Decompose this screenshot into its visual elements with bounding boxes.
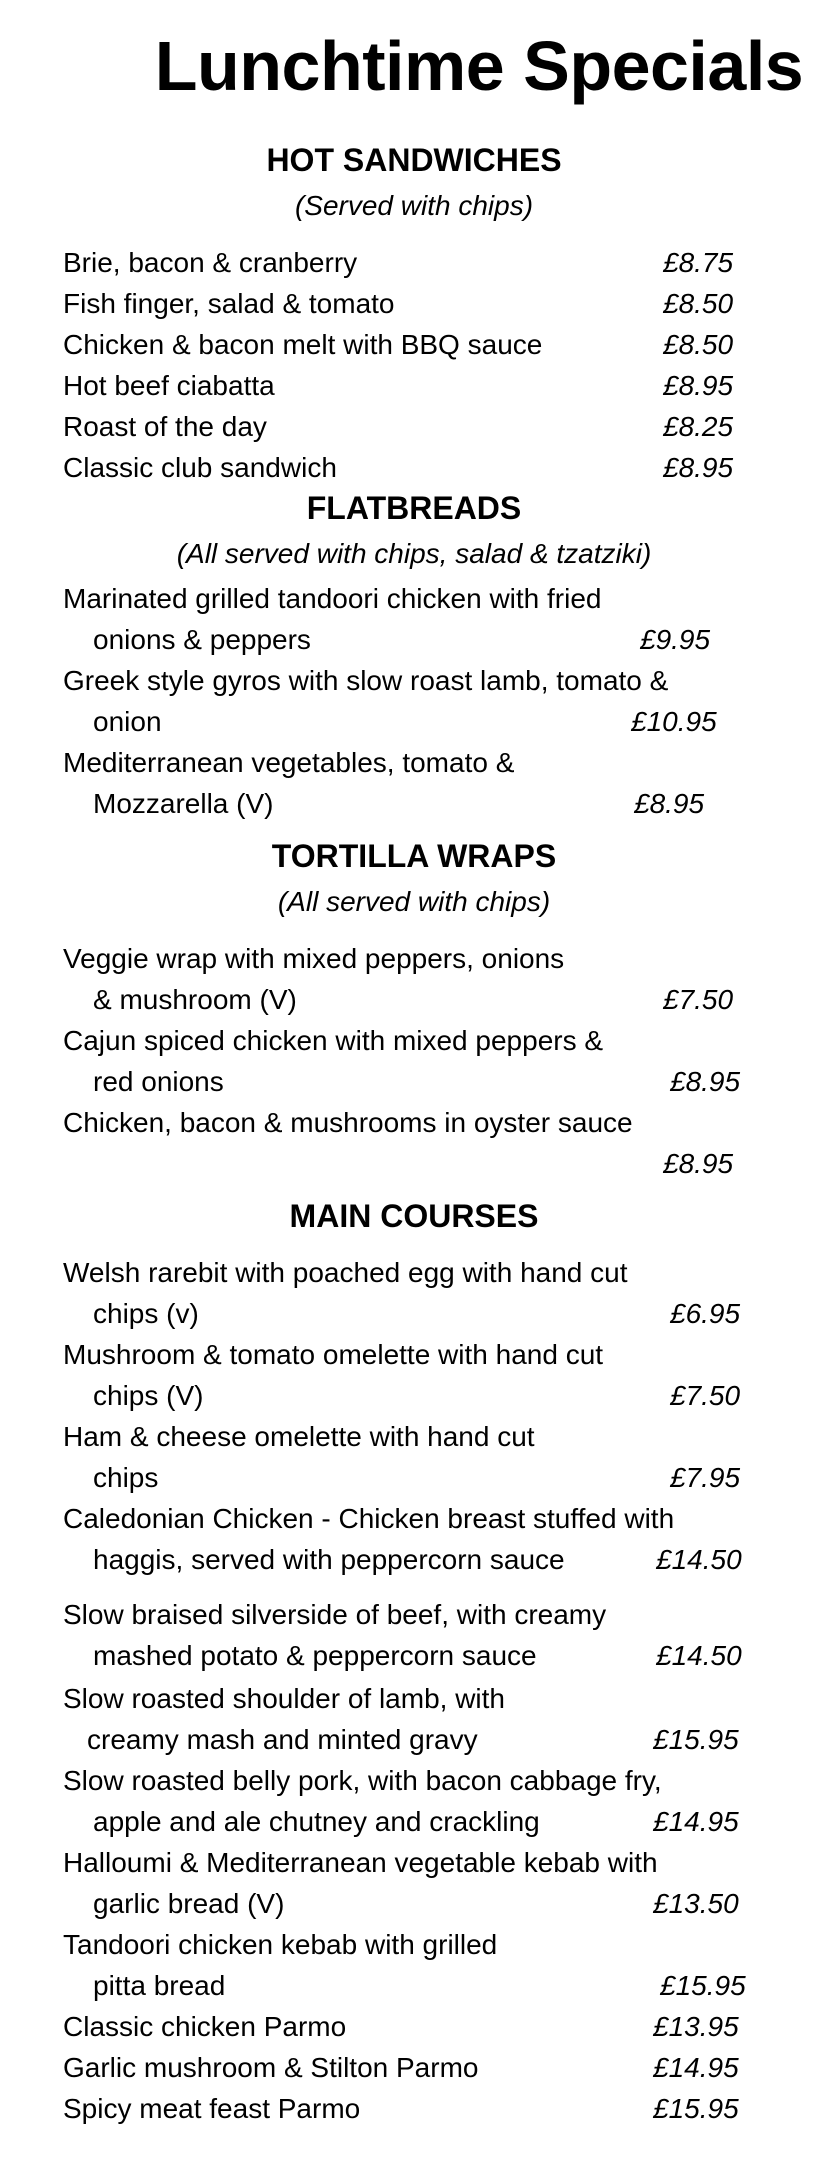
menu-item-price: £10.95 (631, 706, 717, 737)
menu-item: Spicy meat feast Parmo (63, 2093, 361, 2124)
menu-item-price: £8.50 (663, 329, 734, 360)
section-note-flatbreads: (All served with chips, salad & tzatziki) (176, 538, 652, 569)
menu-item: Slow braised silverside of beef, with creamy mashed potato & peppercorn sauce (63, 1599, 607, 1671)
menu-item-price: £6.95 (670, 1298, 741, 1329)
menu-item-price: £14.50 (656, 1640, 742, 1671)
menu-item: Slow roasted belly pork, with bacon cabbage fry, apple and ale chutney and crackling (63, 1765, 662, 1837)
menu-item: Welsh rarebit with poached egg with hand cut chips (v) (63, 1257, 628, 1329)
menu-item-price: £7.95 (670, 1462, 741, 1493)
page-title: Lunchtime Specials (154, 27, 804, 105)
menu-item: Tandoori chicken kebab with grilled pitta bread (63, 1929, 498, 2001)
menu-item: Classic chicken Parmo (63, 2011, 347, 2042)
menu-item: Chicken, bacon & mushrooms in oyster sauce (63, 1107, 633, 1138)
menu-item-price: £8.50 (663, 288, 734, 319)
menu-item: Roast of the day (63, 411, 267, 442)
menu-item: Slow roasted shoulder of lamb, with creamy mash and minted gravy (63, 1683, 505, 1755)
menu-item-price: £8.95 (663, 370, 734, 401)
section-heading-main-courses: MAIN COURSES (289, 1198, 539, 1234)
menu-item: Ham & cheese omelette with hand cut chips (63, 1421, 535, 1493)
menu-item: Veggie wrap with mixed peppers, onions & mushroom (V) (63, 943, 565, 1015)
menu-item-price: £15.95 (653, 2093, 739, 2124)
menu-item: Mediterranean vegetables, tomato & Mozzarella (V) (63, 747, 515, 819)
section-note-hot-sandwiches: (Served with chips) (294, 190, 534, 221)
section-note-tortilla-wraps: (All served with chips) (277, 886, 551, 917)
menu-item: Garlic mushroom & Stilton Parmo (63, 2052, 479, 2083)
menu-item-price: £13.50 (653, 1888, 739, 1919)
menu-item: Chicken & bacon melt with BBQ sauce (63, 329, 543, 360)
menu-item: Cajun spiced chicken with mixed peppers & red onions (63, 1025, 604, 1097)
menu-item-price: £14.50 (656, 1544, 742, 1575)
menu-item-price: £8.25 (663, 411, 734, 442)
menu-item-price: £8.95 (663, 1148, 734, 1179)
menu-item-price: £14.95 (653, 2052, 739, 2083)
menu-item-price: £15.95 (653, 1724, 739, 1755)
menu-item: Mushroom & tomato omelette with hand cut chips (V) (63, 1339, 604, 1411)
section-heading-flatbreads: FLATBREADS (306, 490, 522, 526)
menu-item: Caledonian Chicken - Chicken breast stuffed with haggis, served with peppercorn sauce (63, 1503, 675, 1575)
menu-item: Marinated grilled tandoori chicken with fried onions & peppers (63, 583, 602, 655)
section-heading-hot-sandwiches: HOT SANDWICHES (266, 142, 562, 178)
menu-item-price: £15.95 (660, 1970, 746, 2001)
menu-item: Greek style gyros with slow roast lamb, tomato & onion (63, 665, 669, 737)
menu-item: Halloumi & Mediterranean vegetable kebab with garlic bread (V) (63, 1847, 658, 1919)
menu-item: Hot beef ciabatta (63, 370, 275, 401)
menu-item-price: £13.95 (653, 2011, 739, 2042)
menu-item-price: £7.50 (670, 1380, 741, 1411)
menu-item-price: £8.95 (670, 1066, 741, 1097)
menu-item: Brie, bacon & cranberry (63, 247, 358, 278)
menu-item-price: £8.95 (634, 788, 705, 819)
menu-item-price: £7.50 (663, 984, 734, 1015)
menu-item-price: £14.95 (653, 1806, 739, 1837)
section-heading-tortilla-wraps: TORTILLA WRAPS (271, 838, 557, 874)
menu-item-price: £8.95 (663, 452, 734, 483)
menu-item: Classic club sandwich (63, 452, 337, 483)
menu-item: Fish finger, salad & tomato (63, 288, 395, 319)
menu-item-price: £9.95 (640, 624, 711, 655)
menu-item-price: £8.75 (663, 247, 734, 278)
